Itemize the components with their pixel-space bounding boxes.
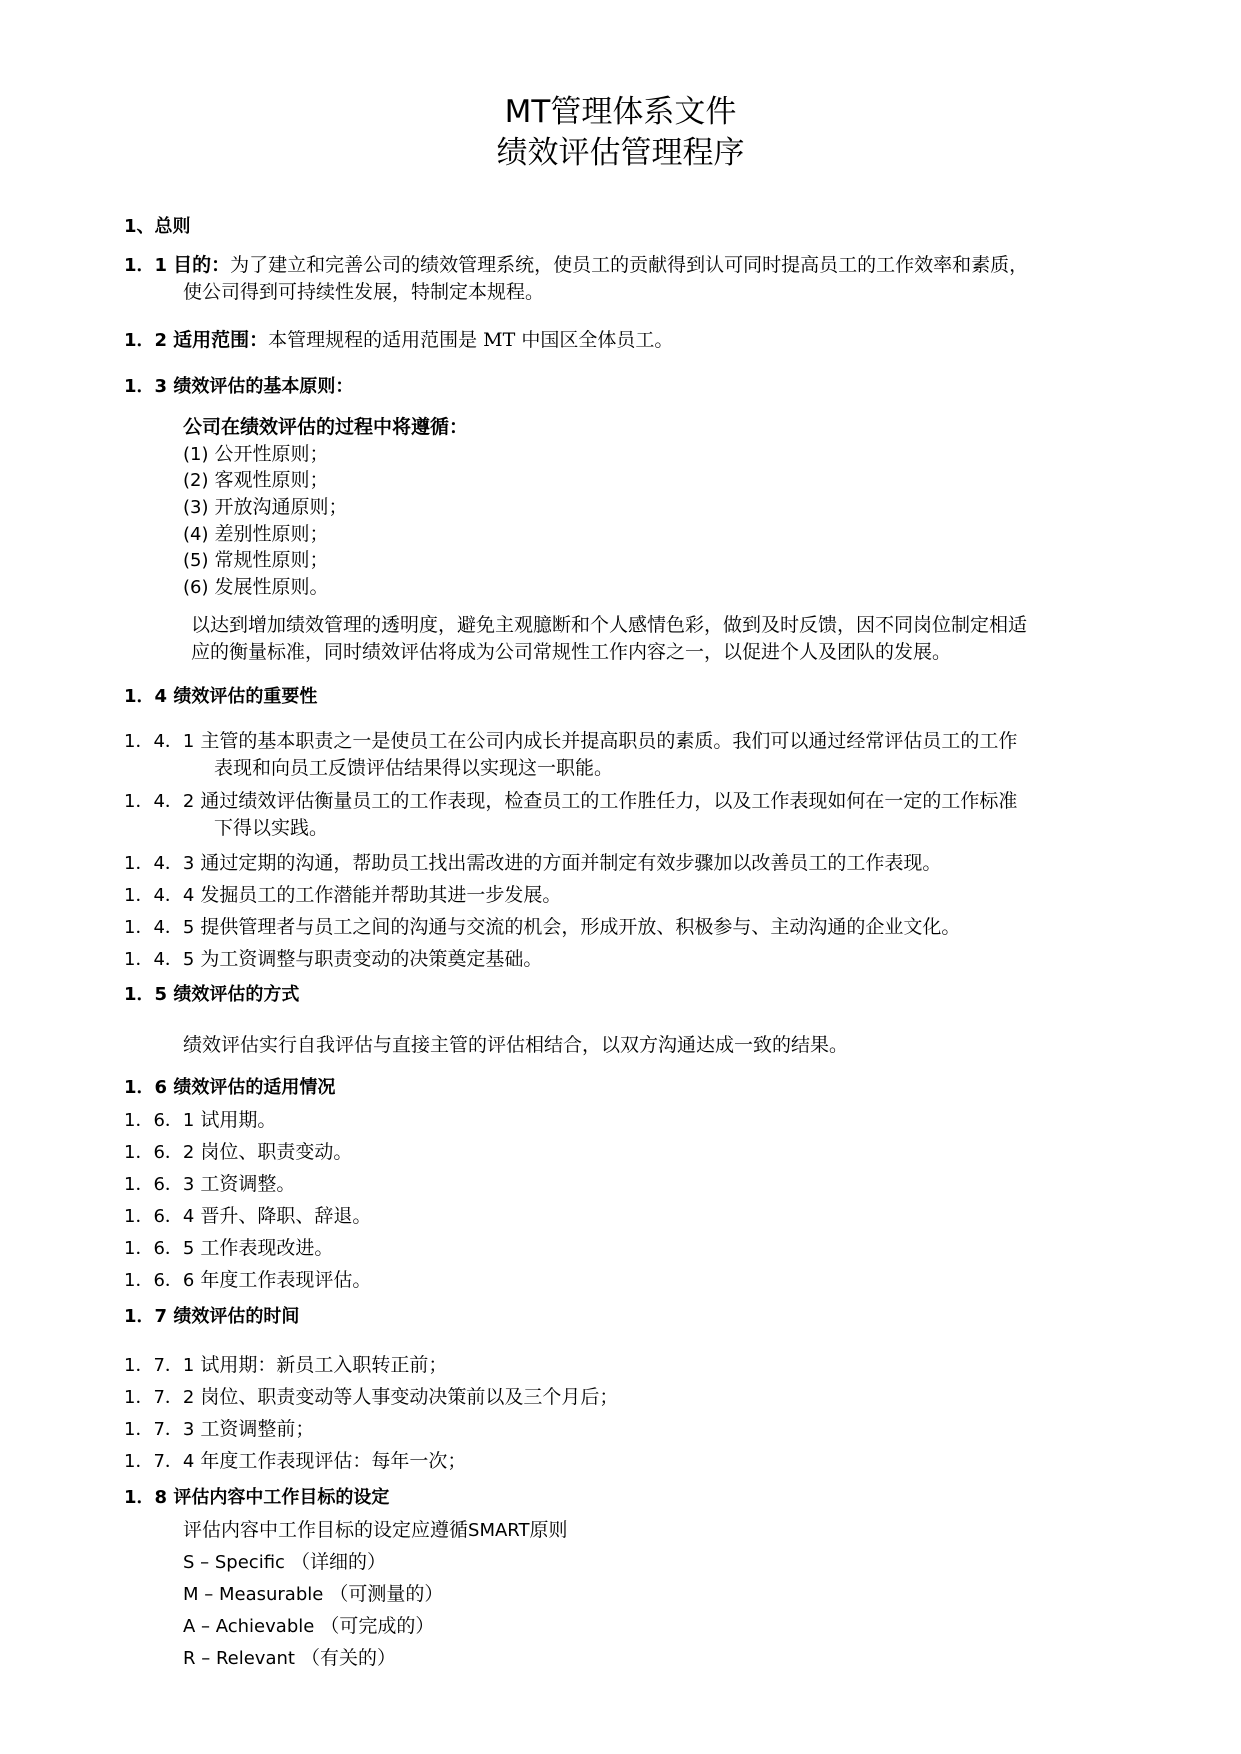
importance-item-2: 1．4．2 通过绩效评估衡量员工的工作表现，检查员工的工作胜任力，以及工作表现如何在一定的工作标准: [124, 790, 1018, 812]
applicable-item-6: 1．6．6 年度工作表现评估。: [124, 1269, 372, 1291]
section-1-2-text: 本管理规程的适用范围是 MT 中国区全体员工。: [268, 329, 674, 351]
smart-item-m: M – Measurable （可测量的）: [183, 1583, 444, 1605]
section-1-5-text: 绩效评估实行自我评估与直接主管的评估相结合，以双方沟通达成一致的结果。: [183, 1034, 849, 1056]
principle-item-2: (2) 客观性原则；: [183, 469, 329, 491]
section-1-3-heading: 1．3 绩效评估的基本原则：: [124, 376, 354, 397]
section-1-1-line2: 使公司得到可持续性发展，特制定本规程。: [183, 281, 545, 303]
section-1-7-heading: 1．7 绩效评估的时间: [124, 1306, 300, 1327]
applicable-item-3: 1．6．3 工资调整。: [124, 1173, 296, 1195]
section-1-3-para-line1: 以达到增加绩效管理的透明度，避免主观臆断和个人感情色彩，做到及时反馈，因不同岗位制定相适: [191, 614, 1028, 636]
section-1-5-heading: 1．5 绩效评估的方式: [124, 984, 300, 1005]
timing-item-3: 1．7．3 工资调整前；: [124, 1418, 315, 1440]
importance-item-4: 1．4．4 发掘员工的工作潜能并帮助其进一步发展。: [124, 884, 562, 906]
section-1-1-label: 目的：: [173, 254, 231, 276]
section-1-1-number: 1．1: [124, 255, 168, 276]
applicable-item-2: 1．6．2 岗位、职责变动。: [124, 1141, 353, 1163]
applicable-item-4: 1．6．4 晋升、降职、辞退。: [124, 1205, 372, 1227]
section-1-3-para-line2: 应的衡量标准，同时绩效评估将成为公司常规性工作内容之一，以促进个人及团队的发展。: [191, 641, 952, 663]
importance-item-1: 1．4．1 主管的基本职责之一是使员工在公司内成长并提高职员的素质。我们可以通过经常评估员工的工作: [124, 730, 1018, 752]
principle-item-4: (4) 差别性原则；: [183, 523, 329, 545]
section-1-4-heading: 1．4 绩效评估的重要性: [124, 686, 318, 707]
principle-item-1: (1) 公开性原则；: [183, 443, 329, 465]
smart-item-a: A – Achievable （可完成的）: [183, 1615, 435, 1637]
section-1-1-line1: [124, 252, 1028, 279]
doc-title-line2: 绩效评估管理程序: [496, 135, 745, 171]
doc-title-line1: MT管理体系文件: [504, 94, 737, 130]
smart-item-r: R – Relevant （有关的）: [183, 1647, 397, 1669]
importance-item-6: 1．4．5 为工资调整与职责变动的决策奠定基础。: [124, 948, 543, 970]
section-1-2-number: 1．2: [124, 330, 168, 351]
section-1-8-heading: 1．8 评估内容中工作目标的设定: [124, 1487, 390, 1508]
importance-item-5: 1．4．5 提供管理者与员工之间的沟通与交流的机会，形成开放、积极参与、主动沟通的企业文化。: [124, 916, 961, 938]
smart-item-s: S – Specific （详细的）: [183, 1551, 386, 1573]
principle-item-5: (5) 常规性原则；: [183, 549, 329, 571]
section-1-2-line: [124, 327, 673, 354]
principle-item-6: (6) 发展性原则。: [183, 576, 329, 598]
importance-item-2-cont: 下得以实践。: [214, 817, 329, 839]
importance-item-3: 1．4．3 通过定期的沟通，帮助员工找出需改进的方面并制定有效步骤加以改善员工的工作表现。: [124, 852, 942, 874]
principle-item-3: (3) 开放沟通原则；: [183, 496, 348, 518]
importance-item-1-cont: 表现和向员工反馈评估结果得以实现这一职能。: [214, 757, 614, 779]
section-1-heading: 1、总则: [124, 216, 191, 237]
applicable-item-5: 1．6．5 工作表现改进。: [124, 1237, 334, 1259]
timing-item-2: 1．7．2 岗位、职责变动等人事变动决策前以及三个月后；: [124, 1386, 619, 1408]
section-1-6-heading: 1．6 绩效评估的适用情况: [124, 1077, 336, 1098]
section-1-2-label: 适用范围：: [173, 329, 269, 351]
timing-item-4: 1．7．4 年度工作表现评估：每年一次；: [124, 1450, 467, 1472]
section-1-1-text: 为了建立和完善公司的绩效管理系统，使员工的贡献得到认可同时提高员工的工作效率和素质，: [230, 254, 1029, 276]
applicable-item-1: 1．6．1 试用期。: [124, 1109, 277, 1131]
section-1-3-intro: 公司在绩效评估的过程中将遵循：: [183, 416, 469, 438]
smart-intro: 评估内容中工作目标的设定应遵循SMART原则: [183, 1519, 568, 1541]
timing-item-1: 1．7．1 试用期：新员工入职转正前；: [124, 1354, 448, 1376]
